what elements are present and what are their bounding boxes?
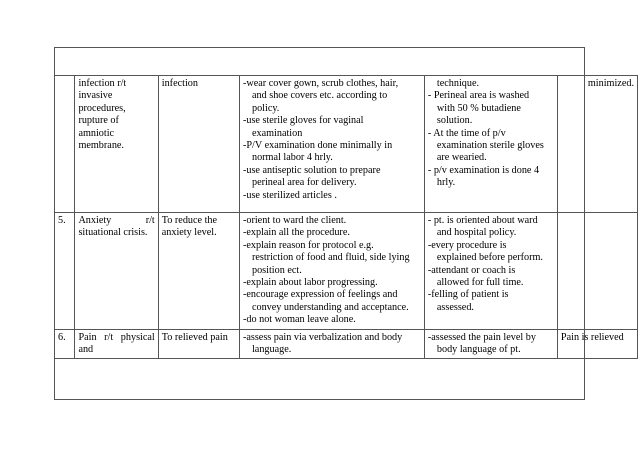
- text-line: -orient to ward the client.: [242, 215, 347, 226]
- serial-number-cell: [55, 76, 75, 213]
- text-line: and: [78, 344, 94, 356]
- table-row: [55, 76, 638, 213]
- table-row: [55, 329, 638, 359]
- text-line: allowed for full time.: [436, 277, 524, 289]
- text-line: -attendant or coach is: [427, 264, 516, 276]
- text-line: - Perineal area is washed: [427, 90, 530, 102]
- text-line: body language of pt.: [436, 344, 521, 356]
- text-line: examination: [251, 127, 303, 139]
- diagnosis-first-line: Pain r/t physical: [78, 331, 155, 343]
- text-line: and hospital policy.: [436, 227, 517, 239]
- text-line: policy.: [251, 102, 280, 114]
- text-line: are wearied.: [436, 152, 487, 164]
- intervention-cell: [239, 213, 424, 330]
- text-line: To relieved pain: [161, 331, 228, 343]
- text-line: -assessed the pain level by: [427, 331, 536, 343]
- text-line: procedures,: [78, 102, 126, 114]
- text-line: -every procedure is: [427, 239, 507, 251]
- text-line: explained before perform.: [436, 252, 543, 264]
- text-line: normal labor 4 hrly.: [251, 152, 333, 164]
- text-line: membrane.: [78, 140, 124, 152]
- text-line: -wear cover gown, scrub clothes, hair,: [242, 78, 399, 89]
- goal-cell: [158, 329, 239, 359]
- text-line: -use antiseptic solution to prepare: [242, 164, 381, 176]
- text-line: invasive: [78, 90, 113, 102]
- text-line: solution.: [436, 115, 473, 127]
- text-line: amniotic: [78, 127, 115, 139]
- text-line: -encourage expression of feelings and: [242, 289, 398, 301]
- evaluation-cell: [424, 76, 557, 213]
- nursing-care-plan-table: [54, 75, 638, 359]
- text-line: -explain about labor progressing.: [242, 277, 378, 289]
- text-line: rupture of: [78, 115, 119, 127]
- text-line: convey understanding and acceptance.: [251, 301, 409, 313]
- text-line: infection: [161, 78, 198, 89]
- text-line: -felling of patient is: [427, 289, 509, 301]
- evaluation-cell: [424, 329, 557, 359]
- text-line: restriction of food and fluid, side lying: [251, 252, 410, 264]
- serial-number-cell: 5.: [55, 213, 75, 330]
- outcome-cell: [557, 213, 637, 330]
- diagnosis-cell: [75, 213, 158, 330]
- text-line: -use sterile gloves for vaginal: [242, 115, 364, 127]
- text-line: hrly.: [436, 177, 456, 189]
- text-line: - p/v examination is done 4: [427, 164, 540, 176]
- text-line: infection r/t: [78, 78, 127, 89]
- serial-number-cell: 6.: [55, 329, 75, 359]
- text-line: -do not woman leave alone.: [242, 314, 356, 326]
- text-line: -explain all the procedure.: [242, 227, 350, 239]
- diagnosis-first-line: Anxiety r/t: [78, 215, 155, 226]
- text-line: -P/V examination done minimally in: [242, 140, 393, 152]
- text-line: anxiety level.: [161, 227, 217, 239]
- text-line: situational crisis.: [78, 227, 148, 239]
- text-line: and shoe covers etc. according to: [251, 90, 388, 102]
- diagnosis-cell: [75, 329, 158, 359]
- text-line: examination sterile gloves: [436, 140, 544, 152]
- text-line: language.: [251, 344, 292, 356]
- goal-cell: [158, 76, 239, 213]
- text-line: To reduce the: [161, 215, 218, 226]
- text-line: - pt. is oriented about ward: [427, 215, 538, 226]
- text-line: -explain reason for protocol e.g.: [242, 239, 374, 251]
- text-line: - At the time of p/v: [427, 127, 506, 139]
- outcome-cell: [557, 329, 637, 359]
- text-line: assessed.: [436, 301, 474, 313]
- table-row: [55, 213, 638, 330]
- intervention-cell: [239, 76, 424, 213]
- outcome-cell: [557, 76, 637, 213]
- text-line: perineal area for delivery.: [251, 177, 357, 189]
- evaluation-cell: [424, 213, 557, 330]
- text-line: -use sterilized articles .: [242, 189, 337, 201]
- text-line: Pain is relieved: [560, 331, 624, 343]
- text-line: minimized.: [587, 78, 634, 89]
- text-line: technique.: [436, 78, 480, 89]
- goal-cell: [158, 213, 239, 330]
- text-line: with 50 % butadiene: [436, 102, 521, 114]
- text-line: -assess pain via verbalization and body: [242, 331, 403, 343]
- text-line: position ect.: [251, 264, 302, 276]
- diagnosis-cell: [75, 76, 158, 213]
- intervention-cell: [239, 329, 424, 359]
